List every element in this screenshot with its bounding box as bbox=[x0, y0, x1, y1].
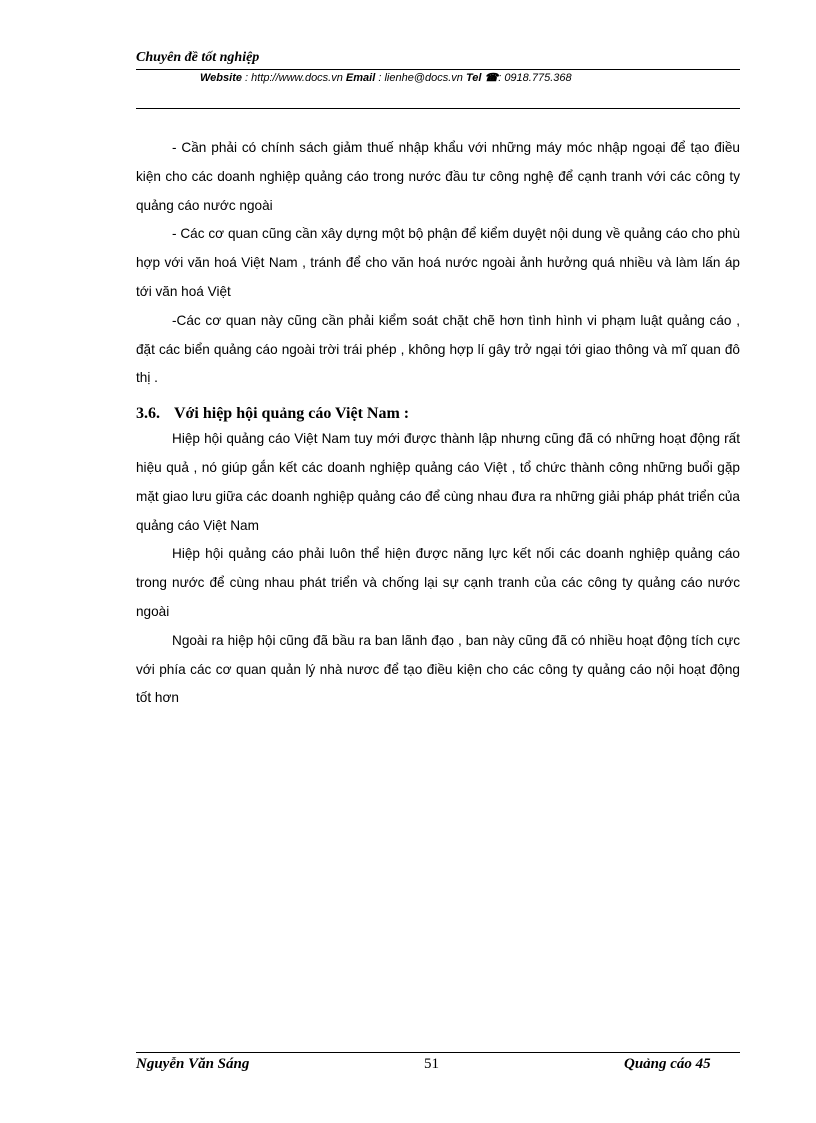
email-value: : lienhe@docs.vn bbox=[375, 72, 466, 84]
footer-course: Quảng cáo 45 bbox=[624, 1056, 711, 1072]
section-title: Với hiệp hội quảng cáo Việt Nam : bbox=[174, 405, 410, 423]
body-text bbox=[136, 134, 740, 713]
section-heading bbox=[136, 403, 740, 425]
paragraph-association-leadership: Ngoài ra hiệp hội cũng đã bầu ra ban lãnh đạo , ban này cũng đã có nhiều hoạt động tích cực với phía các cơ quan quản lý nhà nươc để tạo điều kiện cho các công ty quảng cáo nội hoạt động tốt hơn bbox=[136, 632, 740, 706]
tel-value: : 0918.775.368 bbox=[498, 72, 572, 84]
paragraph-violation-control: -Các cơ quan này cũng cần phải kiểm soát chặt chẽ hơn tình hình vi phạm luật quảng cáo , đặt các biển quảng cáo ngoài trời trái phép , không hợp lí gây trở ngại tới giao thông và mĩ quan đô thị . bbox=[136, 312, 740, 386]
email-label: Email bbox=[345, 72, 376, 84]
website-label: Website bbox=[200, 72, 242, 84]
footer-author: Nguyễn Văn Sáng bbox=[136, 1056, 250, 1072]
website-value: : http://www.docs.vn bbox=[241, 72, 346, 84]
paragraph-association-capacity: Hiệp hội quảng cáo phải luôn thể hiện được năng lực kết nối các doanh nghiệp quảng cáo trong nước để cùng nhau phát triển và chống lại sự cạnh tranh của các công ty quảng cáo nước ngoài bbox=[136, 546, 740, 619]
tel-label: Tel ☎ bbox=[465, 72, 499, 84]
paragraph-content-censorship: - Các cơ quan cũng cần xây dựng một bộ phận để kiểm duyệt nội dung về quảng cáo cho phù hợp với văn hoá Việt Nam , tránh để cho văn hoá nước ngoài ảnh hưởng quá nhiều và làm lấn áp tới văn hoá Việt bbox=[136, 226, 740, 299]
footer-divider bbox=[136, 1052, 740, 1053]
paragraph-association-intro: Hiệp hội quảng cáo Việt Nam tuy mới được thành lập nhưng cũng đã có những hoạt động rất hiệu quả , nó giúp gắn kết các doanh nghiệp quảng cáo Việt , tổ chức thành công những buổi gặp mặt giao lưu giữa các doanh nghiệp quảng cáo để cùng nhau đưa ra những giải pháp phát triển của quảng cáo Việt Nam bbox=[136, 431, 740, 533]
header-divider-top bbox=[136, 69, 740, 70]
header-contact-line bbox=[200, 71, 572, 84]
page-number: 51 bbox=[424, 1056, 439, 1072]
paragraph-tax-reduction: - Cần phải có chính sách giảm thuế nhập khẩu với những máy móc nhập ngoại để tạo điều kiện cho các doanh nghiệp quảng cáo trong nước đầu tư công nghệ để cạnh tranh với các công ty quảng cáo nước ngoài bbox=[136, 140, 740, 213]
section-number: 3.6. bbox=[136, 405, 160, 423]
header-divider-bottom bbox=[136, 108, 740, 109]
header-title: Chuyên đề tốt nghiệp bbox=[136, 50, 260, 65]
